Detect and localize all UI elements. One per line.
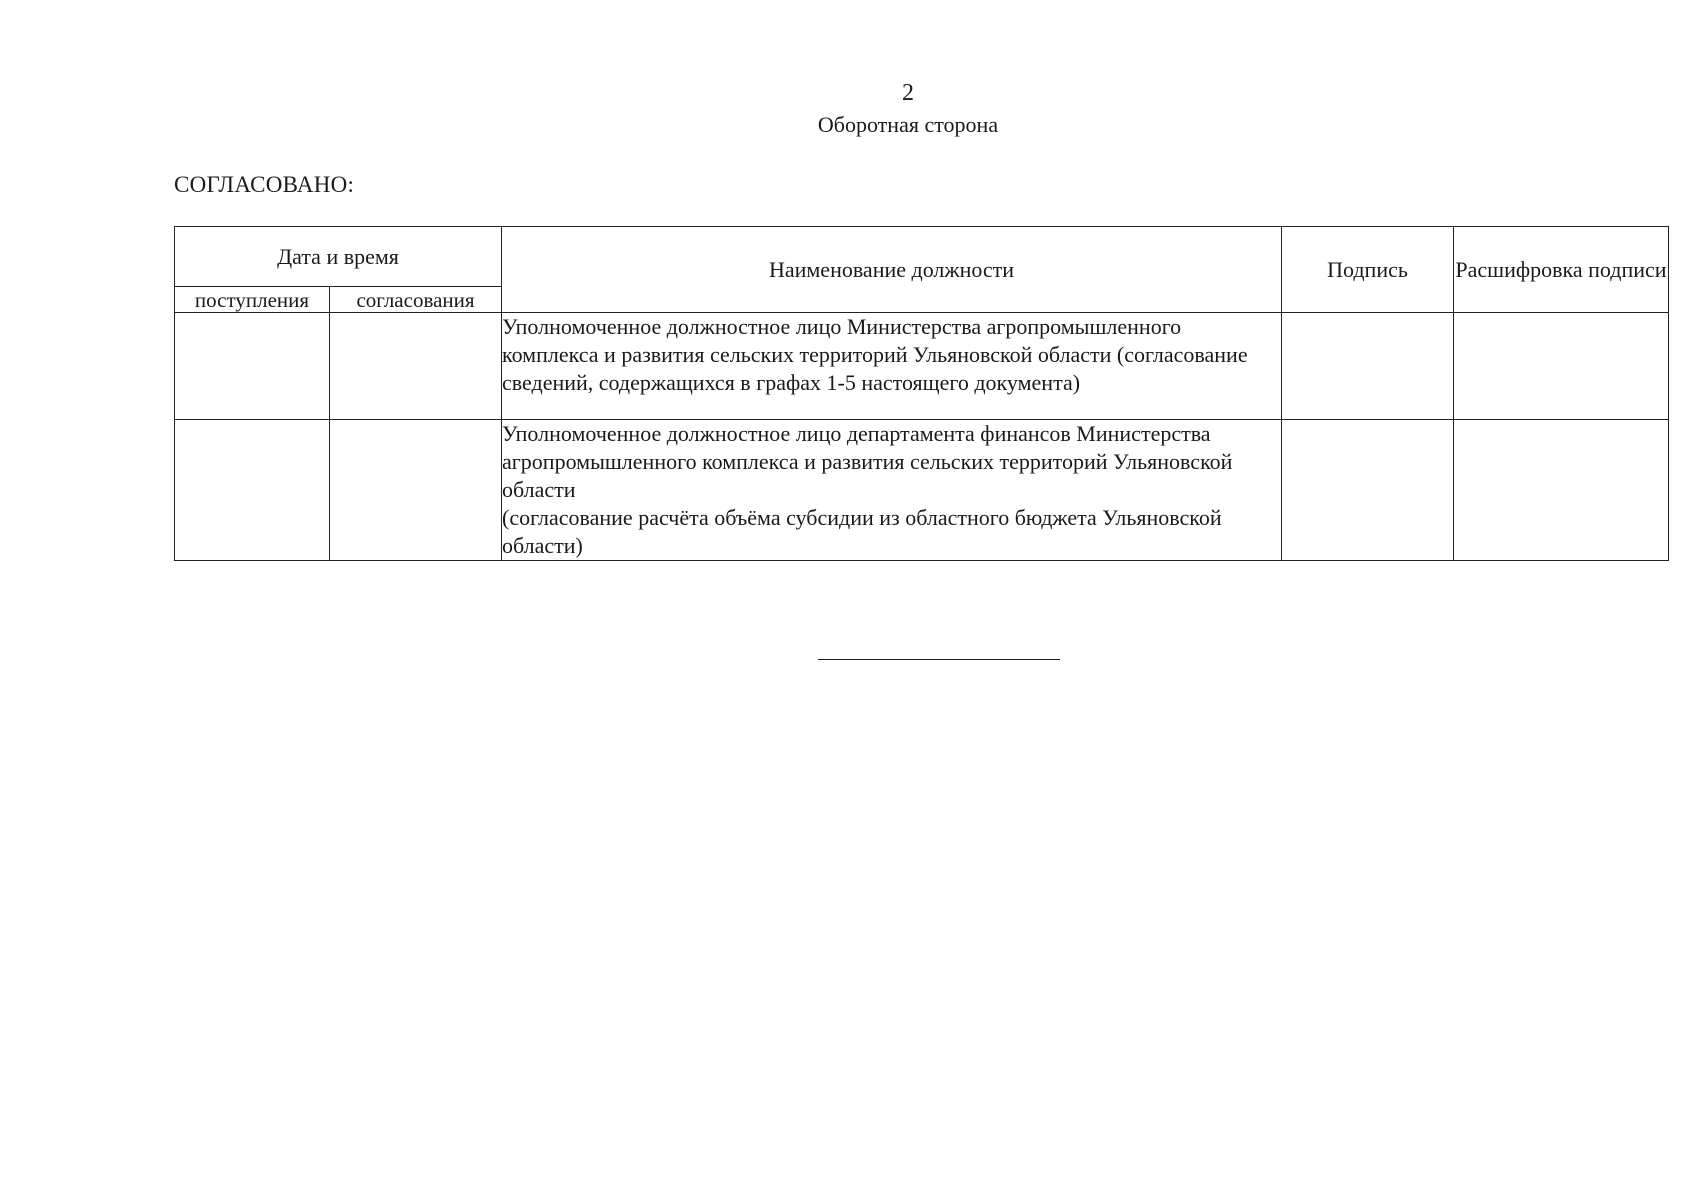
header-date-time: Дата и время: [175, 227, 502, 287]
table-row: [175, 420, 1669, 561]
agreed-heading: СОГЛАСОВАНО:: [174, 172, 355, 197]
table-row: [175, 313, 1669, 420]
header-approval: согласования: [330, 287, 502, 313]
cell-signature-decoding: [1454, 420, 1669, 561]
cell-position: Уполномоченное должностное лицо департамента финансов Министерства агропромышленного комплекса и развития сельских территорий Ульяновской области (согласование расчёта объёма субсидии из областного бюджета Ульяновской области): [502, 420, 1282, 561]
cell-approval: [330, 420, 502, 561]
end-divider: [818, 659, 1060, 660]
header-receipt: поступления: [175, 287, 330, 313]
approval-table: [174, 226, 1669, 561]
cell-receipt: [175, 313, 330, 420]
cell-approval: [330, 313, 502, 420]
cell-signature: [1282, 313, 1454, 420]
header-position: Наименование должности: [502, 227, 1282, 313]
cell-position: Уполномоченное должностное лицо Министерства агропромышленного комплекса и развития сельских территорий Ульяновской области (согласование сведений, содержащихся в графах 1-5 настоящего документа): [502, 313, 1282, 420]
page-number: 2: [902, 80, 914, 106]
header-signature-decoding: Расшифровка подписи: [1454, 227, 1669, 313]
header-signature: Подпись: [1282, 227, 1454, 313]
cell-signature: [1282, 420, 1454, 561]
cell-signature-decoding: [1454, 313, 1669, 420]
page-side-label: Оборотная сторона: [817, 112, 999, 137]
cell-receipt: [175, 420, 330, 561]
